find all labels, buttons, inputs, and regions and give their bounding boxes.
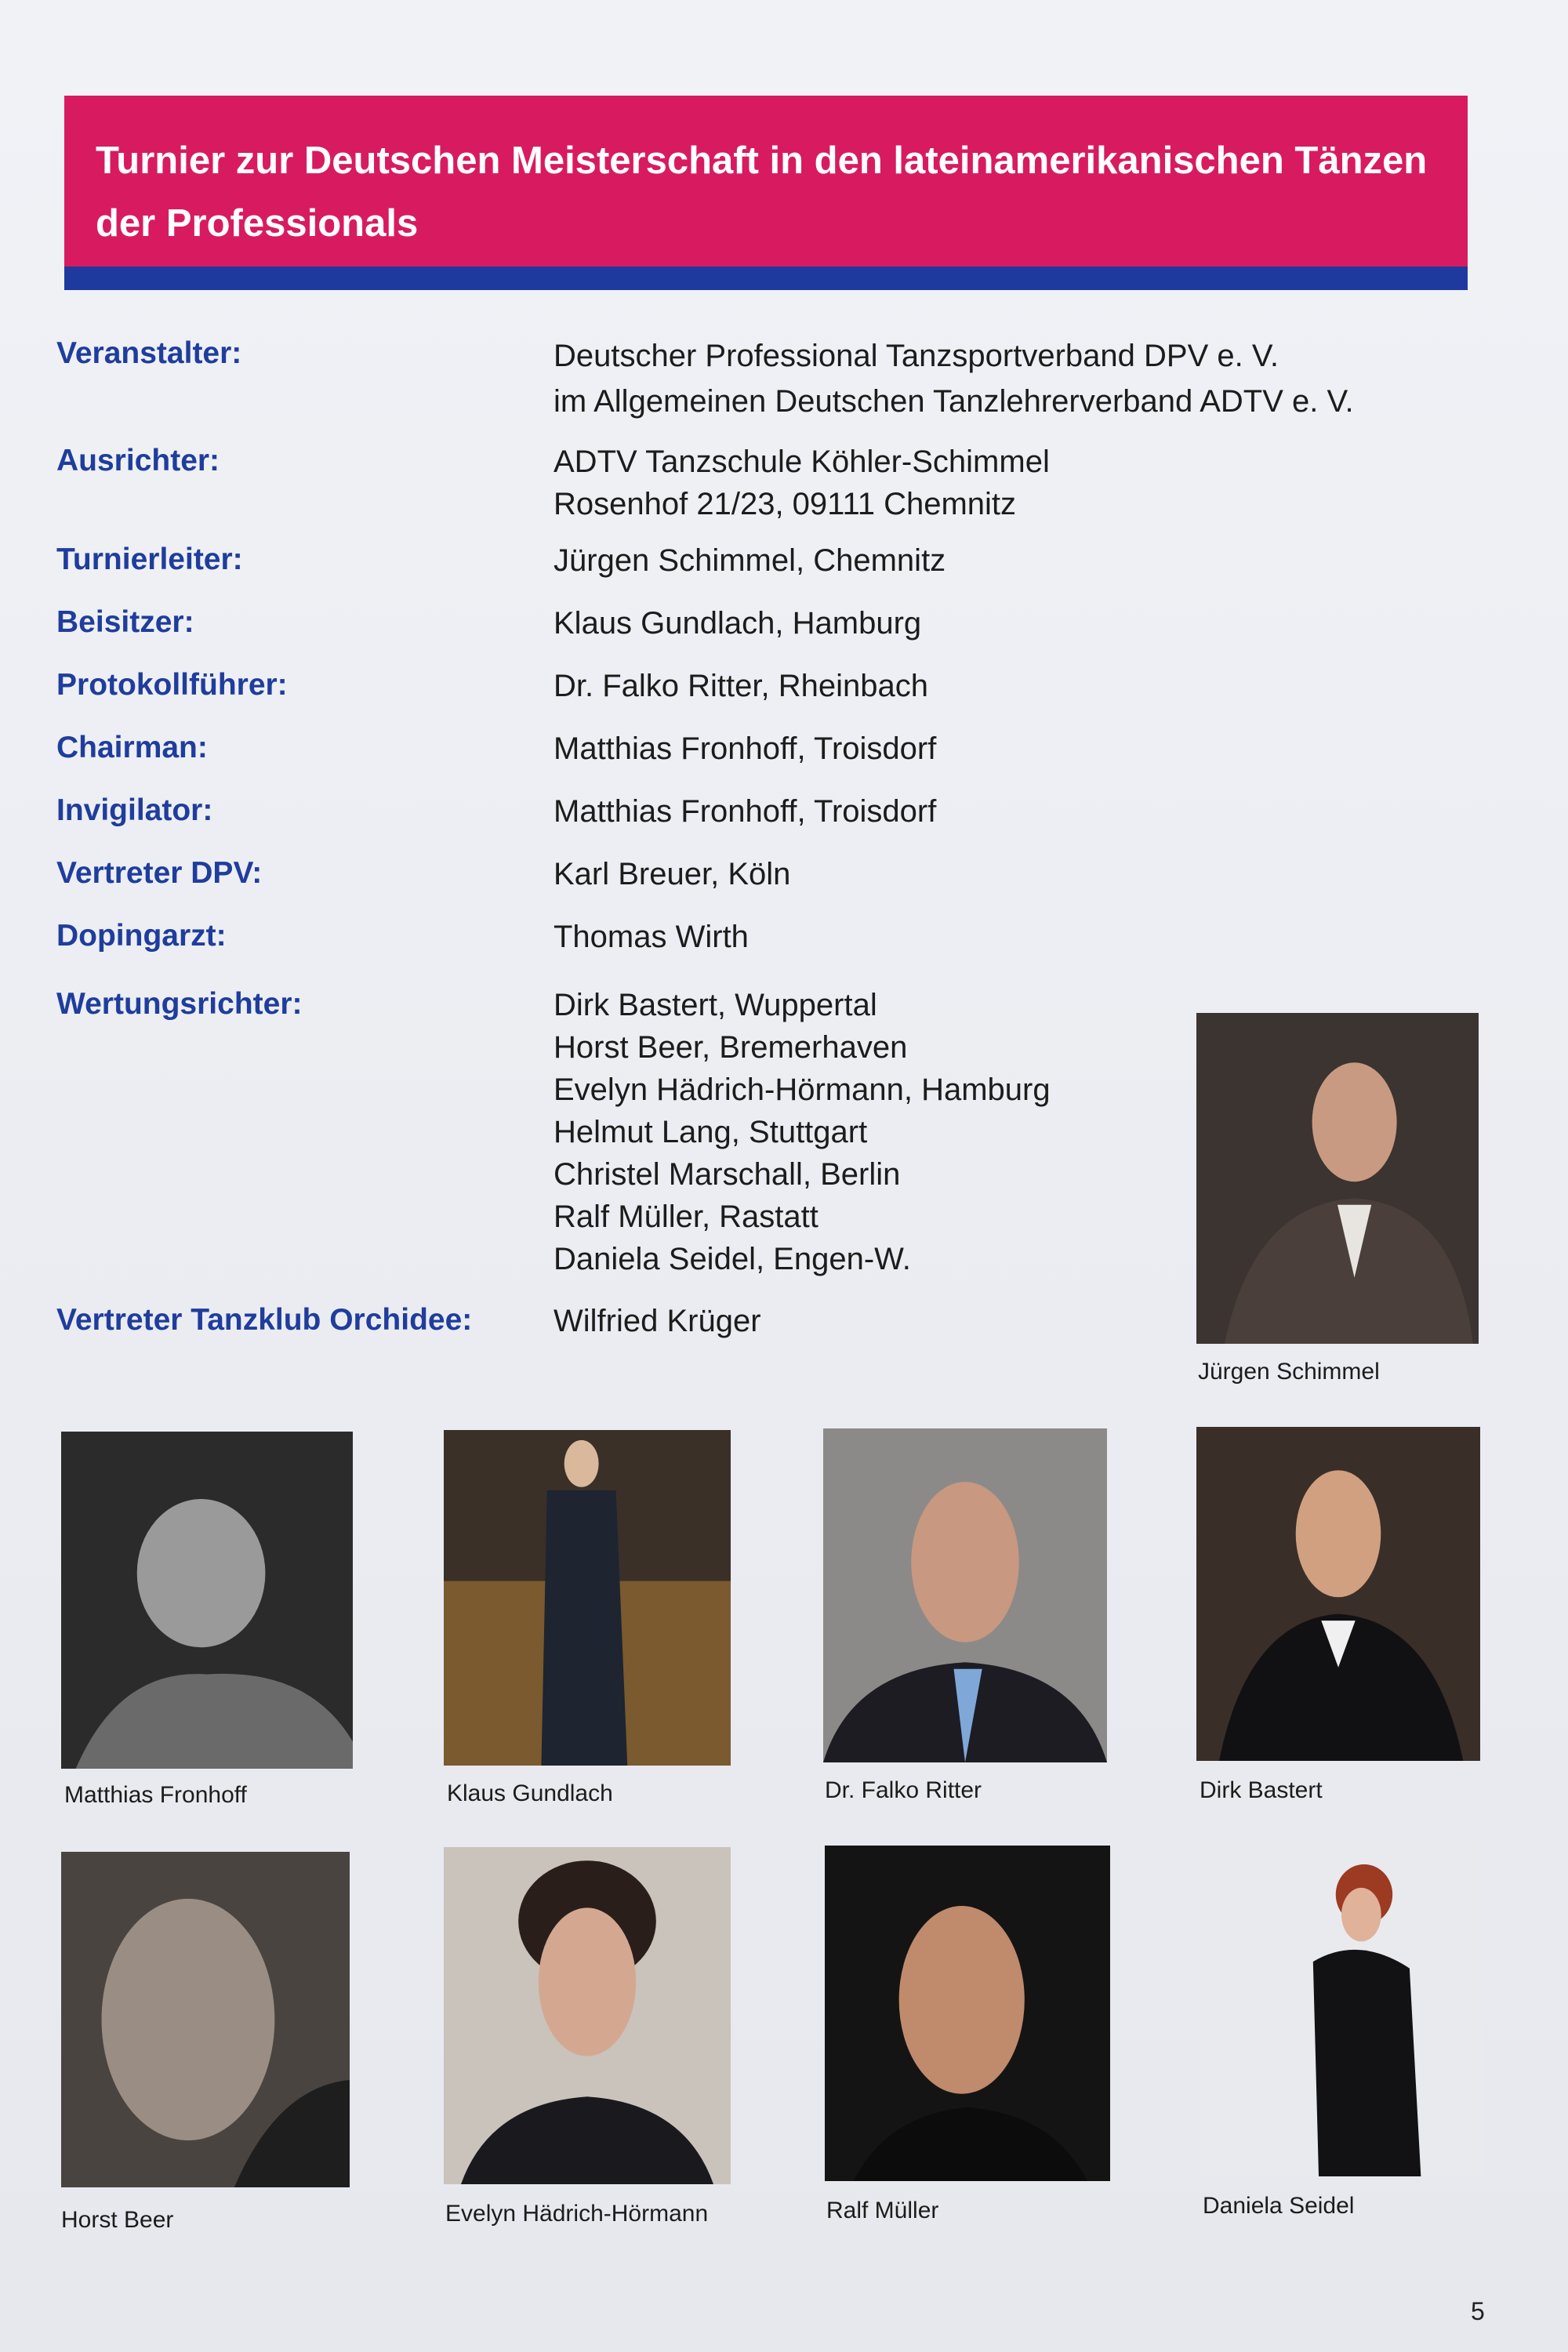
info-value (554, 790, 936, 833)
info-value-line: Dr. Falko Ritter, Rheinbach (554, 669, 928, 703)
info-value-line: Rosenhof 21/23, 09111 Chemnitz (554, 487, 1017, 521)
page-title: Turnier zur Deutschen Meisterschaft in den lateinamerikanischen Tänzen der Professionals (96, 140, 1428, 245)
photo-caption: Klaus Gundlach (447, 1780, 613, 1806)
info-label: Turnierleiter: (56, 543, 243, 576)
portrait-image (825, 1846, 1110, 2181)
portrait-image (61, 1852, 350, 2187)
portrait-photo-dirk-bastert (1196, 1427, 1480, 1761)
head-shape (1312, 1062, 1397, 1181)
portrait-photo-horst-beer (61, 1852, 350, 2187)
info-value-line: Matthias Fronhoff, Troisdorf (554, 731, 937, 766)
head-shape (102, 1899, 275, 2140)
info-label: Dopingarzt: (56, 919, 227, 953)
title-banner-stripe (64, 267, 1468, 290)
portrait-photo-evelyn-haedrich-hoermann (444, 1847, 731, 2184)
photo-caption: Horst Beer (61, 2207, 174, 2233)
page-number: 5 (1471, 2297, 1485, 2325)
portrait-photo-ralf-mueller (825, 1846, 1110, 2181)
info-value-line: Horst Beer, Bremerhaven (554, 1030, 908, 1065)
portrait-photo-daniela-seidel (1200, 1841, 1483, 2176)
info-label: Vertreter Tanzklub Orchidee: (56, 1303, 473, 1337)
info-label: Ausrichter: (56, 444, 220, 477)
head-shape (564, 1440, 599, 1487)
info-value-line: ADTV Tanzschule Köhler-Schimmel (554, 445, 1050, 479)
portrait-image (444, 1847, 731, 2184)
photo-caption: Matthias Fronhoff (64, 1782, 247, 1808)
photo-caption: Jürgen Schimmel (1198, 1359, 1380, 1385)
portrait-image (61, 1432, 353, 1769)
info-label: Wertungsrichter: (56, 987, 303, 1021)
head-shape (1341, 1888, 1381, 1941)
info-value-line: Ralf Müller, Rastatt (554, 1200, 818, 1234)
photo-caption: Daniela Seidel (1203, 2193, 1355, 2219)
info-label: Invigilator: (56, 793, 213, 827)
info-value (554, 602, 921, 644)
info-value-line: Jürgen Schimmel, Chemnitz (554, 543, 946, 578)
head-shape (1296, 1470, 1381, 1597)
info-label: Vertreter DPV: (56, 856, 263, 890)
info-label: Chairman: (56, 731, 208, 764)
info-value (554, 853, 790, 895)
portrait-image (823, 1428, 1107, 1762)
info-value-line: Wilfried Krüger (554, 1304, 761, 1338)
info-label: Beisitzer: (56, 605, 194, 639)
info-value-line: Deutscher Professional Tanzsportverband DPV e. V. (554, 339, 1279, 373)
head-shape (911, 1482, 1019, 1642)
info-value (554, 665, 928, 707)
info-value-line: im Allgemeinen Deutschen Tanzlehrerverband ADTV e. V. (554, 384, 1354, 419)
head-shape (539, 1907, 636, 2056)
info-value (554, 441, 1050, 525)
portrait-image (1200, 1841, 1483, 2176)
info-value (554, 539, 946, 582)
photo-caption: Dr. Falko Ritter (825, 1777, 982, 1803)
info-label: Protokollführer: (56, 668, 288, 702)
info-value-line: Matthias Fronhoff, Troisdorf (554, 794, 937, 829)
info-value-line: Karl Breuer, Köln (554, 857, 791, 891)
info-value (554, 916, 749, 958)
dress-shape (1313, 1950, 1421, 2176)
info-value (554, 1300, 761, 1342)
info-value (554, 333, 1354, 424)
head-shape (899, 1906, 1025, 2094)
portrait-photo-falko-ritter (823, 1428, 1107, 1762)
portrait-photo-juergen-schimmel (1196, 1013, 1479, 1344)
info-value (554, 728, 936, 770)
photo-caption: Ralf Müller (826, 2198, 939, 2223)
head-shape (137, 1499, 266, 1647)
info-label: Veranstalter: (56, 336, 242, 370)
info-value-line: Daniela Seidel, Engen-W. (554, 1242, 911, 1276)
info-value-line: Helmut Lang, Stuttgart (554, 1115, 868, 1149)
info-value-line: Dirk Bastert, Wuppertal (554, 988, 877, 1022)
info-value-line: Evelyn Hädrich-Hörmann, Hamburg (554, 1073, 1051, 1107)
photo-caption: Evelyn Hädrich-Hörmann (445, 2201, 709, 2227)
photo-caption: Dirk Bastert (1200, 1777, 1323, 1803)
info-value (554, 984, 1051, 1280)
body-shape (541, 1490, 627, 1766)
portrait-image (444, 1430, 731, 1766)
portrait-photo-matthias-fronhoff (61, 1432, 353, 1769)
portrait-image (1196, 1427, 1480, 1761)
info-value-line: Thomas Wirth (554, 920, 749, 954)
portrait-photo-klaus-gundlach (444, 1430, 731, 1766)
portrait-image (1196, 1013, 1479, 1344)
info-value-line: Klaus Gundlach, Hamburg (554, 606, 922, 641)
info-value-line: Christel Marschall, Berlin (554, 1157, 901, 1192)
